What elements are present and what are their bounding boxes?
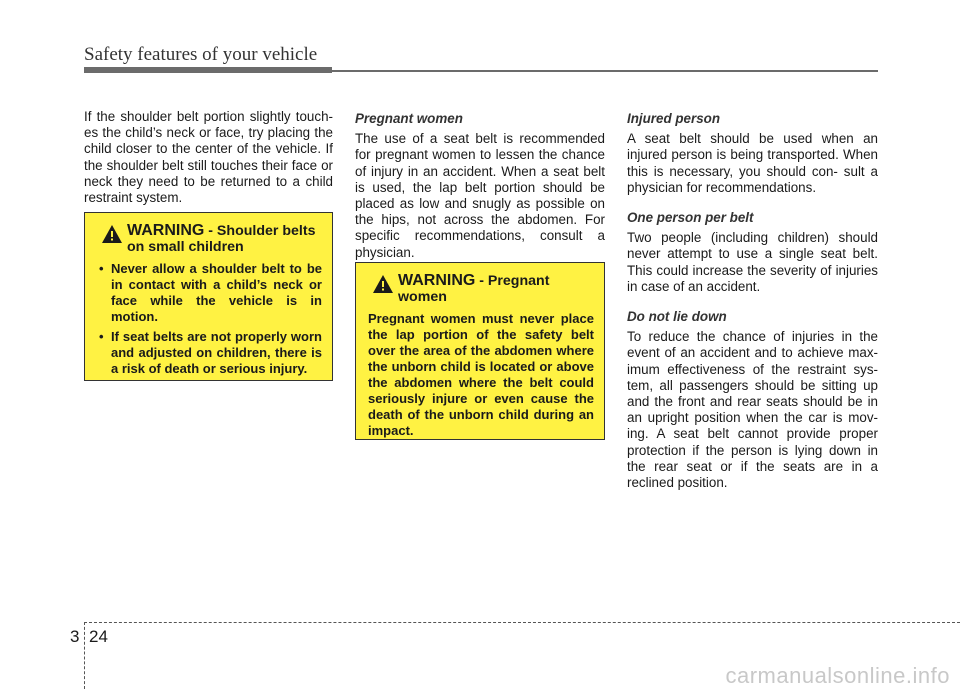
watermark: carmanualsonline.info: [725, 663, 950, 688]
warning-box-pregnant-women: [355, 262, 605, 440]
column-1: [84, 109, 333, 206]
section-heading: Pregnant women: [355, 111, 463, 126]
header-rule-thin: [332, 70, 878, 72]
column-3: [627, 111, 878, 491]
footer-crop-line-vertical: [84, 622, 85, 689]
warning-box-shoulder-belts: [84, 212, 333, 381]
chapter-number: 3: [70, 627, 80, 646]
section-heading: Do not lie down: [627, 309, 727, 325]
section-heading: Injured person: [627, 111, 721, 126]
footer-crop-line: [84, 622, 960, 623]
section-body: Two people (including children) should never attempt to use a single seat belt. This could increase the severity of injuries in case of an accident.: [627, 230, 878, 294]
page-header-title: Safety features of your vehicle: [84, 44, 318, 65]
warning-topic: - Shoulder belts on small children: [127, 223, 316, 255]
section-body: To reduce the chance of injuries in the event of an accident and to achieve max- imum effectiveness of the restraint sys- tem, all passengers should be sitting up and the front and rear seats should be in an upright position when the car is mov- ing. A seat belt cannot provide proper protection if the person is lying down in the rear seat or if the seats are in a reclined position.: [627, 329, 878, 491]
warning-heading: [368, 273, 594, 305]
warning-word: WARNING: [398, 272, 476, 289]
column-2: [355, 111, 605, 261]
warning-word: WARNING: [127, 222, 205, 239]
warning-topic: - Pregnant women: [398, 273, 550, 305]
warning-triangle-icon: [101, 224, 123, 244]
warning-heading: [97, 223, 322, 255]
section-heading: One person per belt: [627, 210, 754, 226]
section-body: The use of a seat belt is recommended for pregnant women to lessen the chance of injury in an accident. When a seat belt is used, the lap belt portion should be placed as low and snugly as possible on the hips, not across the abdomen. For specific recommendations, consult a physician.: [355, 131, 605, 260]
warning-list-item: • If seat belts are not properly worn and adjusted on children, there is a risk of death or serious injury.: [97, 329, 322, 377]
section-body: A seat belt should be used when an injured person is being transported. When this is necessary, you should con- sult a physician for recommendations.: [627, 131, 878, 195]
intro-paragraph: If the shoulder belt portion slightly touch- es the child’s neck or face, try placing the child closer to the center of the vehicle. If the shoulder belt still touches their face or neck they need to be returned to a child restraint system.: [84, 109, 333, 206]
warning-list-item: • Never allow a shoulder belt to be in contact with a child’s neck or face while the vehicle is in motion.: [97, 261, 322, 325]
header-rule-thick: [84, 67, 332, 73]
warning-triangle-icon: [372, 274, 394, 294]
warning-body: Pregnant women must never place the lap portion of the safety belt over the area of the abdomen where the unborn child is located or above the abdomen where the belt could seriously injure or even cause the death of the unborn child during an impact.: [368, 311, 594, 438]
page-number: 24: [89, 627, 108, 646]
warning-list: [97, 261, 322, 377]
